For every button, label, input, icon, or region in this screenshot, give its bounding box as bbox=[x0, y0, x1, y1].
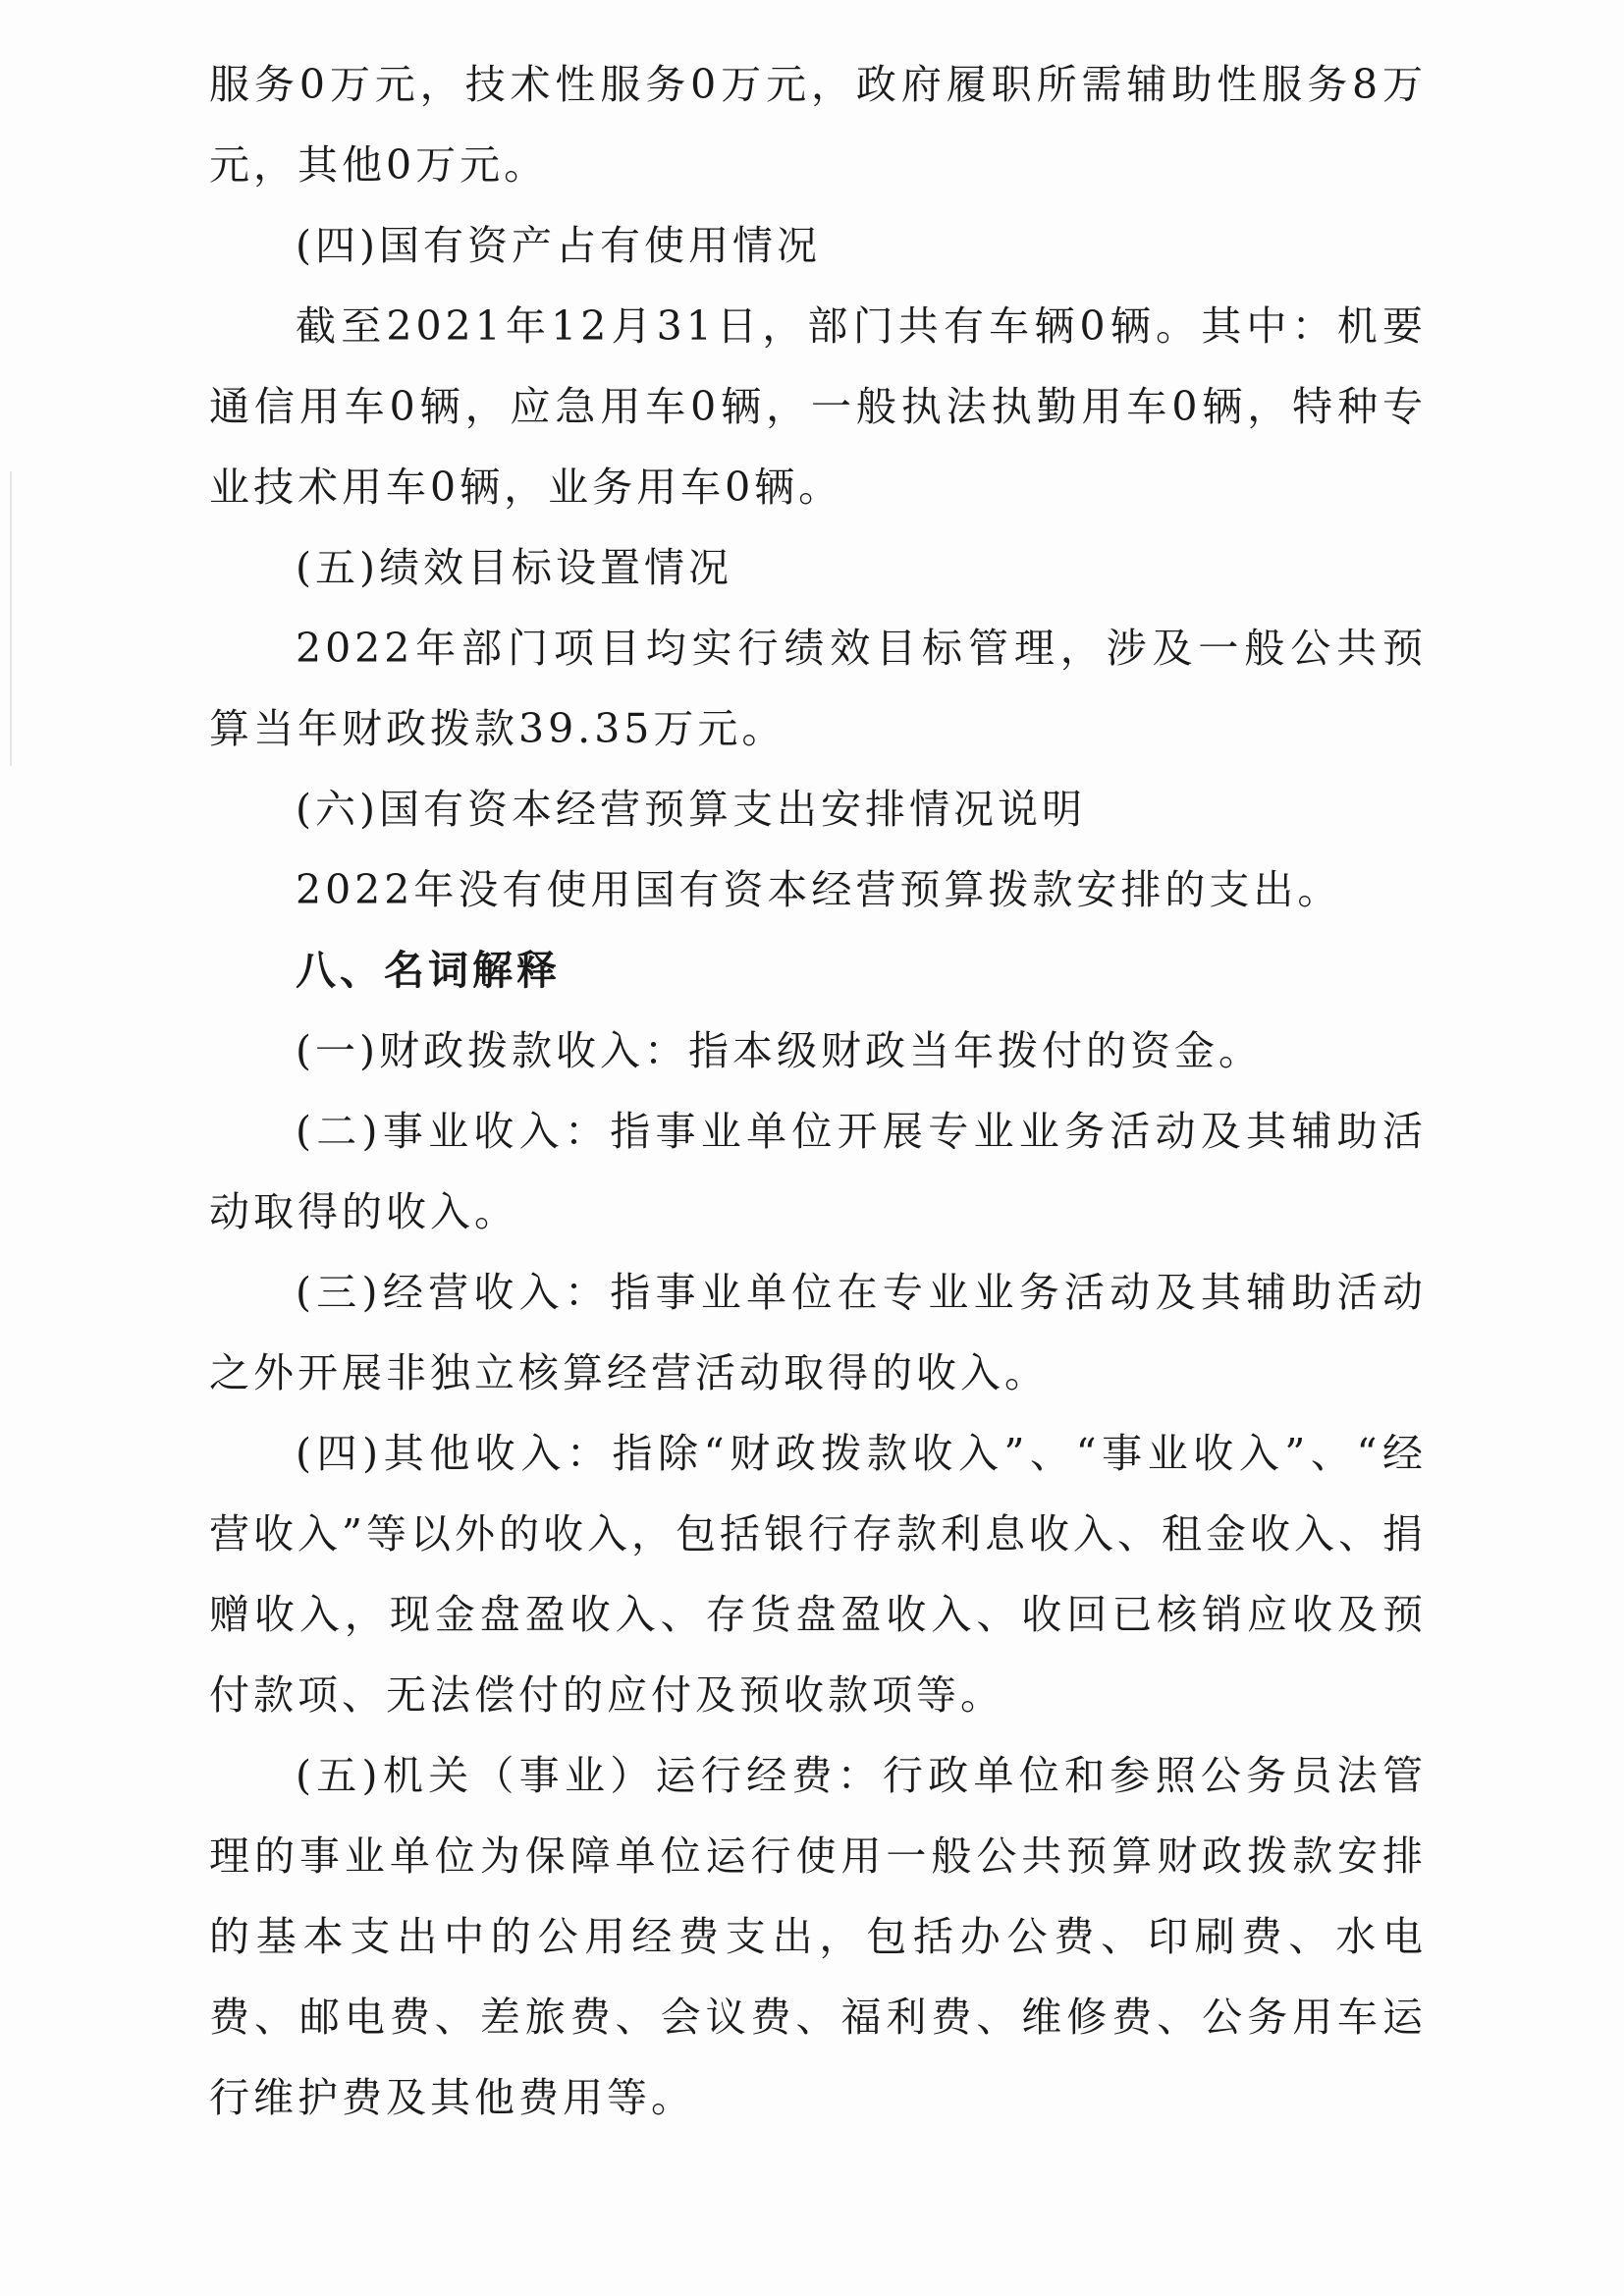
glossary-item-other-income: (四)其他收入：指除“财政拨款收入”、“事业收入”、“经营收入”等以外的收入，包括银行存款利息收入、租金收入、捐赠收入，现金盘盈收入、存货盘盈收入、收回已核销应收及预付款项、无法偿付的应付及预收款项等。 bbox=[209, 1430, 1427, 1719]
paragraph-continuation-services: 服务0万元，技术性服务0万元，政府履职所需辅助性服务8万元，其他0万元。 bbox=[209, 61, 1427, 189]
paragraph-performance-targets: 2022年部门项目均实行绩效目标管理，涉及一般公共预算当年财政拨款39.35万元。 bbox=[209, 625, 1427, 752]
glossary-item-fiscal-allocation: (一)财政拨款收入：指本级财政当年拨付的资金。 bbox=[296, 1027, 1263, 1074]
paragraph-state-capital-budget: 2022年没有使用国有资本经营预算拨款安排的支出。 bbox=[296, 866, 1342, 913]
paragraph-vehicles: 截至2021年12月31日，部门共有车辆0辆。其中：机要通信用车0辆，应急用车0辆，一般执法执勤用车0辆，特种专业技术用车0辆，业务用车0辆。 bbox=[209, 302, 1427, 511]
subheading-performance-targets: (五)绩效目标设置情况 bbox=[296, 544, 732, 591]
document-body bbox=[209, 44, 1427, 2138]
glossary-item-operating-income: (三)经营收入：指事业单位在专业业务活动及其辅助活动之外开展非独立核算经营活动取得的收入。 bbox=[209, 1269, 1427, 1396]
subheading-state-assets: (四)国有资产占有使用情况 bbox=[296, 222, 821, 269]
scan-edge-mark bbox=[10, 471, 12, 766]
glossary-item-business-income: (二)事业收入：指事业单位开展专业业务活动及其辅助活动取得的收入。 bbox=[209, 1108, 1427, 1235]
subheading-state-capital-budget: (六)国有资本经营预算支出安排情况说明 bbox=[296, 786, 1086, 833]
glossary-item-operating-expenses: (五)机关（事业）运行经费：行政单位和参照公务员法管理的事业单位为保障单位运行使用一般公共预算财政拨款安排的基本支出中的公用经费支出，包括办公费、印刷费、水电费、邮电费、差旅费、会议费、福利费、维修费、公务用车运行维护费及其他费用等。 bbox=[209, 1752, 1427, 2121]
section-heading-glossary: 八、名词解释 bbox=[296, 947, 561, 994]
